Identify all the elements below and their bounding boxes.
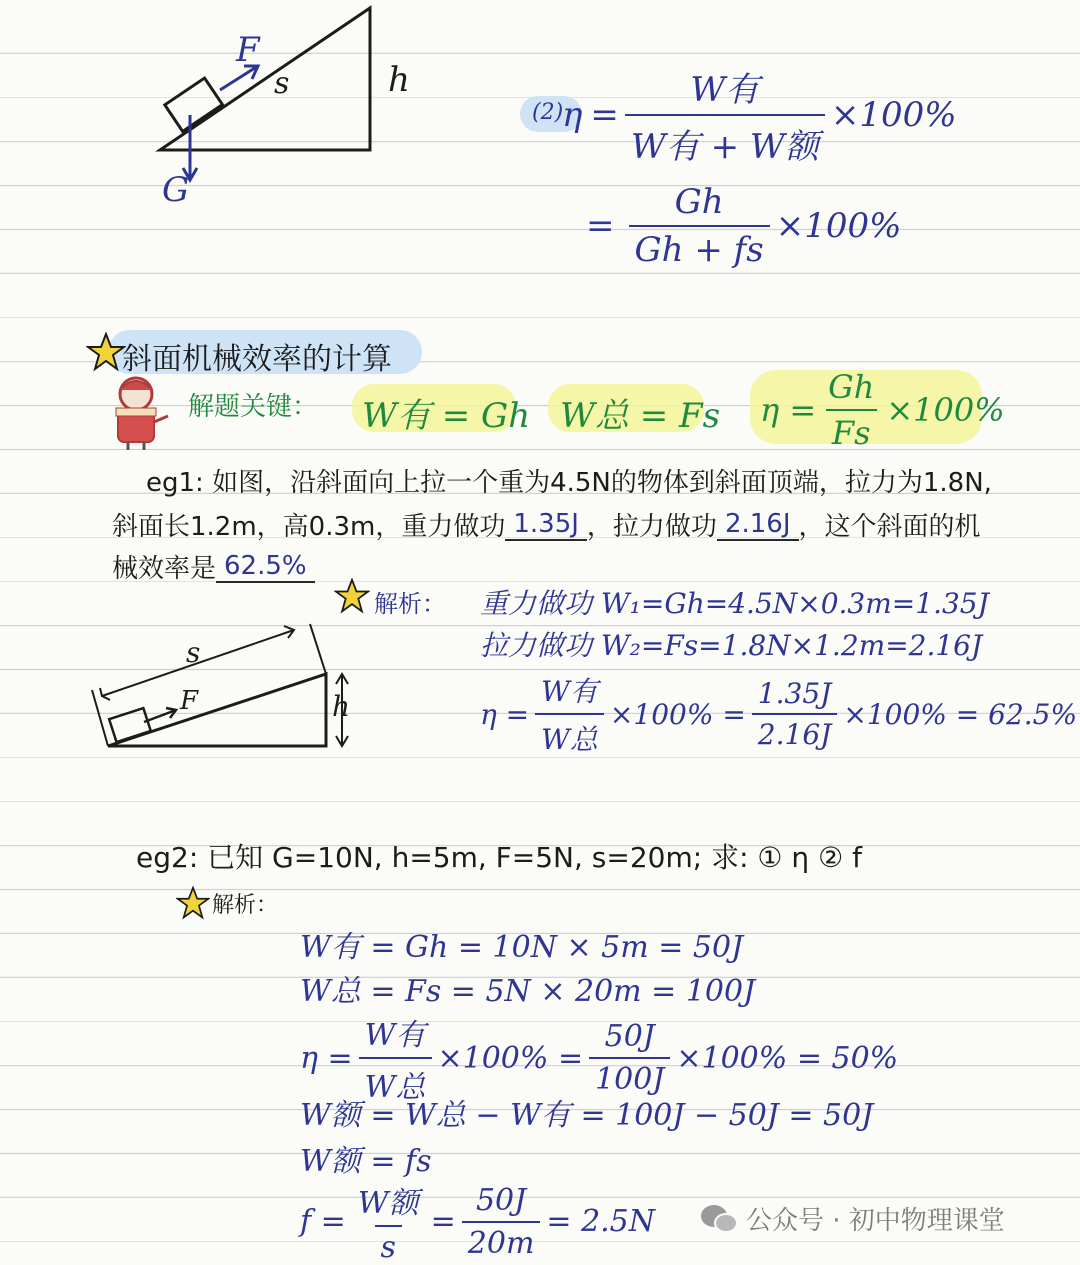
eta-equals: η = — [480, 697, 530, 731]
times-100-equals: ×100% = — [609, 697, 746, 731]
star-icon — [334, 578, 370, 614]
denominator-w-total: W总 — [359, 1057, 432, 1106]
watermark — [700, 1200, 1005, 1237]
eg1-line2-part-c: ，这个斜面的机 — [798, 512, 981, 542]
numerator-gh: Gh — [674, 182, 724, 222]
eg1-line2-part-a: 斜面长1.2m，高0.3m，重力做功 — [112, 512, 506, 542]
fraction-gh-over-fs — [822, 368, 880, 452]
eta-equals: η = — [300, 1040, 353, 1076]
fraction-useful-over-total — [625, 62, 825, 168]
numerator-w-useful: W有 — [690, 70, 760, 110]
equals-sign: = — [586, 206, 615, 246]
denominator-w-total: W总 — [535, 713, 604, 758]
eg1-line3-text: 械效率是 — [112, 554, 217, 584]
eg2-extra-work-fs: W额 = fs — [300, 1144, 432, 1179]
formula-number-label: (2) — [532, 100, 564, 125]
eg2-total-work: W总 = Fs = 5N × 20m = 100J — [300, 974, 756, 1009]
fraction-numeric — [589, 1019, 670, 1097]
formula-total-work: W总 = Fs — [560, 396, 721, 436]
denominator-fs: Fs — [826, 409, 877, 452]
star-icon — [86, 332, 126, 372]
formula-useful-work: W有 = Gh — [362, 396, 531, 436]
numerator-gh: Gh — [828, 368, 875, 406]
times-100-percent: ×100% — [775, 206, 902, 246]
equals-sign: = — [590, 95, 619, 135]
eg1-answer-efficiency: 62.5% — [216, 551, 315, 583]
result-2-5N: = 2.5N — [546, 1204, 656, 1239]
numerator-w-useful: W有 — [364, 1018, 426, 1053]
eg1-line2-part-b: ，拉力做功 — [586, 512, 717, 542]
result-62-5-percent: ×100% = 62.5% — [843, 697, 1078, 731]
watermark-text: 公众号 · 初中物理课堂 — [746, 1206, 1005, 1236]
fraction-50J-over-20m — [462, 1183, 541, 1261]
numerator-1-35J: 1.35J — [757, 677, 832, 710]
efficiency-formula-line2 — [586, 182, 901, 270]
fraction-useful-over-total — [535, 670, 604, 758]
wechat-icon — [700, 1203, 738, 1235]
eg1-answer-pull-work: 2.16J — [717, 509, 799, 541]
numerator-w-useful: W有 — [541, 675, 598, 708]
eg2-friction — [300, 1178, 655, 1265]
eg1-analysis-label: 解析： — [374, 590, 446, 618]
denominator-w-useful-plus-extra: W有 + W额 — [625, 114, 825, 168]
eg1-incline-diagram — [80, 620, 360, 760]
key-points-label: 解题关键： — [188, 392, 319, 422]
eg1-label-force-F: F — [180, 686, 199, 716]
label-height-h: h — [388, 60, 410, 100]
top-incline-diagram — [140, 0, 560, 220]
formula-efficiency-gh-fs — [760, 368, 1005, 452]
denominator-2-16J: 2.16J — [752, 713, 838, 751]
eg2-given: eg2: 已知 G=10N, h=5m, F=5N, s=20m; 求: ① η ② f — [136, 841, 862, 874]
eg1-analysis-pull-work: 拉力做功 W₂=Fs=1.8N×1.2m=2.16J — [480, 629, 983, 662]
numerator-50J: 50J — [475, 1182, 527, 1218]
label-gravity-G: G — [162, 170, 190, 210]
fraction-numeric — [752, 677, 838, 751]
eg1-answer-gravity-work: 1.35J — [505, 509, 587, 541]
eg2-extra-work: W额 = W总 − W有 = 100J − 50J = 50J — [300, 1098, 874, 1133]
eta-symbol: η — [562, 95, 583, 135]
fraction-extra-over-s — [352, 1178, 425, 1265]
section-title: 斜面机械效率的计算 — [122, 342, 392, 377]
denominator-100J: 100J — [589, 1057, 670, 1097]
denominator-s: s — [375, 1225, 402, 1265]
eg2-useful-work: W有 = Gh = 10N × 5m = 50J — [300, 930, 744, 965]
eg1-label-height-h: h — [332, 690, 351, 723]
eg1-label-slope-s: s — [186, 636, 201, 669]
eg1-line1: eg1: 如图，沿斜面向上拉一个重为4.5N的物体到斜面顶端，拉力为1.8N, — [146, 468, 992, 498]
fraction-gh-over-gh-fs — [629, 182, 770, 270]
eg1-analysis-gravity-work: 重力做功 W₁=Gh=4.5N×0.3m=1.35J — [480, 587, 989, 620]
times-100-percent: ×100% — [886, 391, 1005, 429]
eg1-analysis-efficiency — [480, 670, 1077, 758]
numerator-50J: 50J — [604, 1019, 655, 1054]
eg1-line3 — [112, 548, 315, 585]
label-force-F: F — [236, 30, 260, 70]
numerator-w-extra: W额 — [357, 1186, 419, 1221]
eg2-analysis-label: 解析： — [212, 893, 279, 918]
girl-avatar-icon — [104, 372, 174, 452]
times-100-percent: ×100% — [830, 95, 957, 135]
eg1-line2 — [112, 506, 981, 543]
equals-sign: = — [430, 1204, 456, 1239]
denominator-gh-plus-fs: Gh + fs — [629, 225, 770, 270]
label-slope-s: s — [274, 66, 290, 101]
f-equals: f = — [300, 1204, 346, 1239]
efficiency-formula-line1 — [562, 62, 957, 168]
result-50-percent: ×100% = 50% — [676, 1040, 899, 1076]
denominator-20m: 20m — [462, 1221, 541, 1261]
times-100-equals: ×100% = — [437, 1040, 584, 1076]
star-icon — [176, 886, 210, 920]
eta-equals: η = — [760, 391, 817, 429]
